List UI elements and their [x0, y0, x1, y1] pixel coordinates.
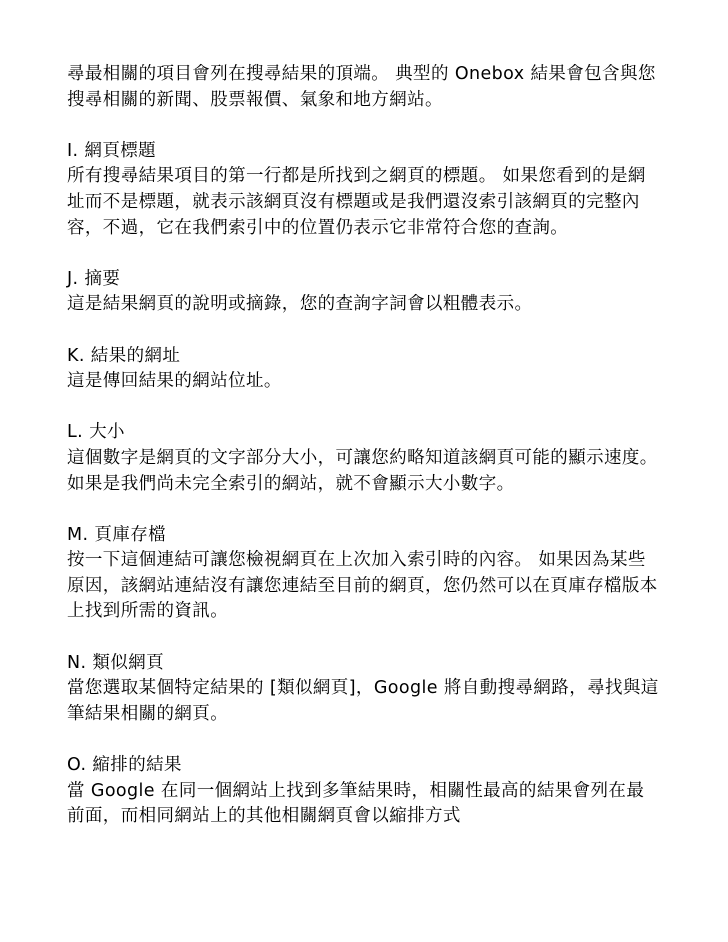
document-page — [67, 62, 661, 830]
section-heading-m: M. 頁庫存檔 — [67, 524, 167, 545]
paragraph-gap — [67, 241, 661, 267]
section-heading-l: L. 大小 — [67, 422, 125, 443]
section-body-o: 當 Google 在同一個網站上找到多筆結果時，相關性最高的結果會列在最前面，而相同網站上的其他相關網頁會以縮排方式 — [67, 780, 645, 827]
paragraph-gap — [67, 497, 661, 523]
paragraph-gap — [67, 727, 661, 753]
section-body-m: 按一下這個連結可讓您檢視網頁在上次加入索引時的內容。 如果因為某些原因，該網站連結沒有讓您連結至目前的網頁，您仍然可以在頁庫存檔版本上找到所需的資訊。 — [67, 550, 658, 622]
paragraph-gap — [67, 318, 661, 344]
section-heading-o: O. 縮排的結果 — [67, 755, 182, 776]
section-body-k: 這是傳回結果的網站位址。 — [67, 371, 282, 392]
section-body-i: 所有搜尋結果項目的第一行都是所找到之網頁的標題。 如果您看到的是網址而不是標題，就表示該網頁沒有標題或是我們還沒索引該網頁的完整內容，不過，它在我們索引中的位置仍表示它非常符合您的查詢。 — [67, 166, 646, 238]
intro-paragraph: 尋最相關的項目會列在搜尋結果的頂端。 典型的 Onebox 結果會包含與您搜尋相關的新聞、股票報價、氣象和地方網站。 — [67, 64, 656, 110]
section-heading-n: N. 類似網頁 — [67, 652, 165, 673]
section-heading-j: J. 摘要 — [67, 268, 121, 289]
paragraph-gap — [67, 395, 661, 421]
section-body-n: 當您選取某個特定結果的 [類似網頁]，Google 將自動搜尋網路，尋找與這筆結果相關的網頁。 — [67, 678, 659, 724]
section-body-l: 這個數字是網頁的文字部分大小，可讓您約略知道該網頁可能的顯示速度。 如果是我們尚未完全索引的網站，就不會顯示大小數字。 — [67, 447, 658, 494]
paragraph-gap — [67, 625, 661, 651]
section-heading-i: I. 網頁標題 — [67, 140, 157, 161]
section-heading-k: K. 結果的網址 — [67, 345, 181, 366]
paragraph-gap — [67, 113, 661, 139]
section-body-j: 這是結果網頁的說明或摘錄，您的查詢字詞會以粗體表示。 — [67, 294, 533, 315]
